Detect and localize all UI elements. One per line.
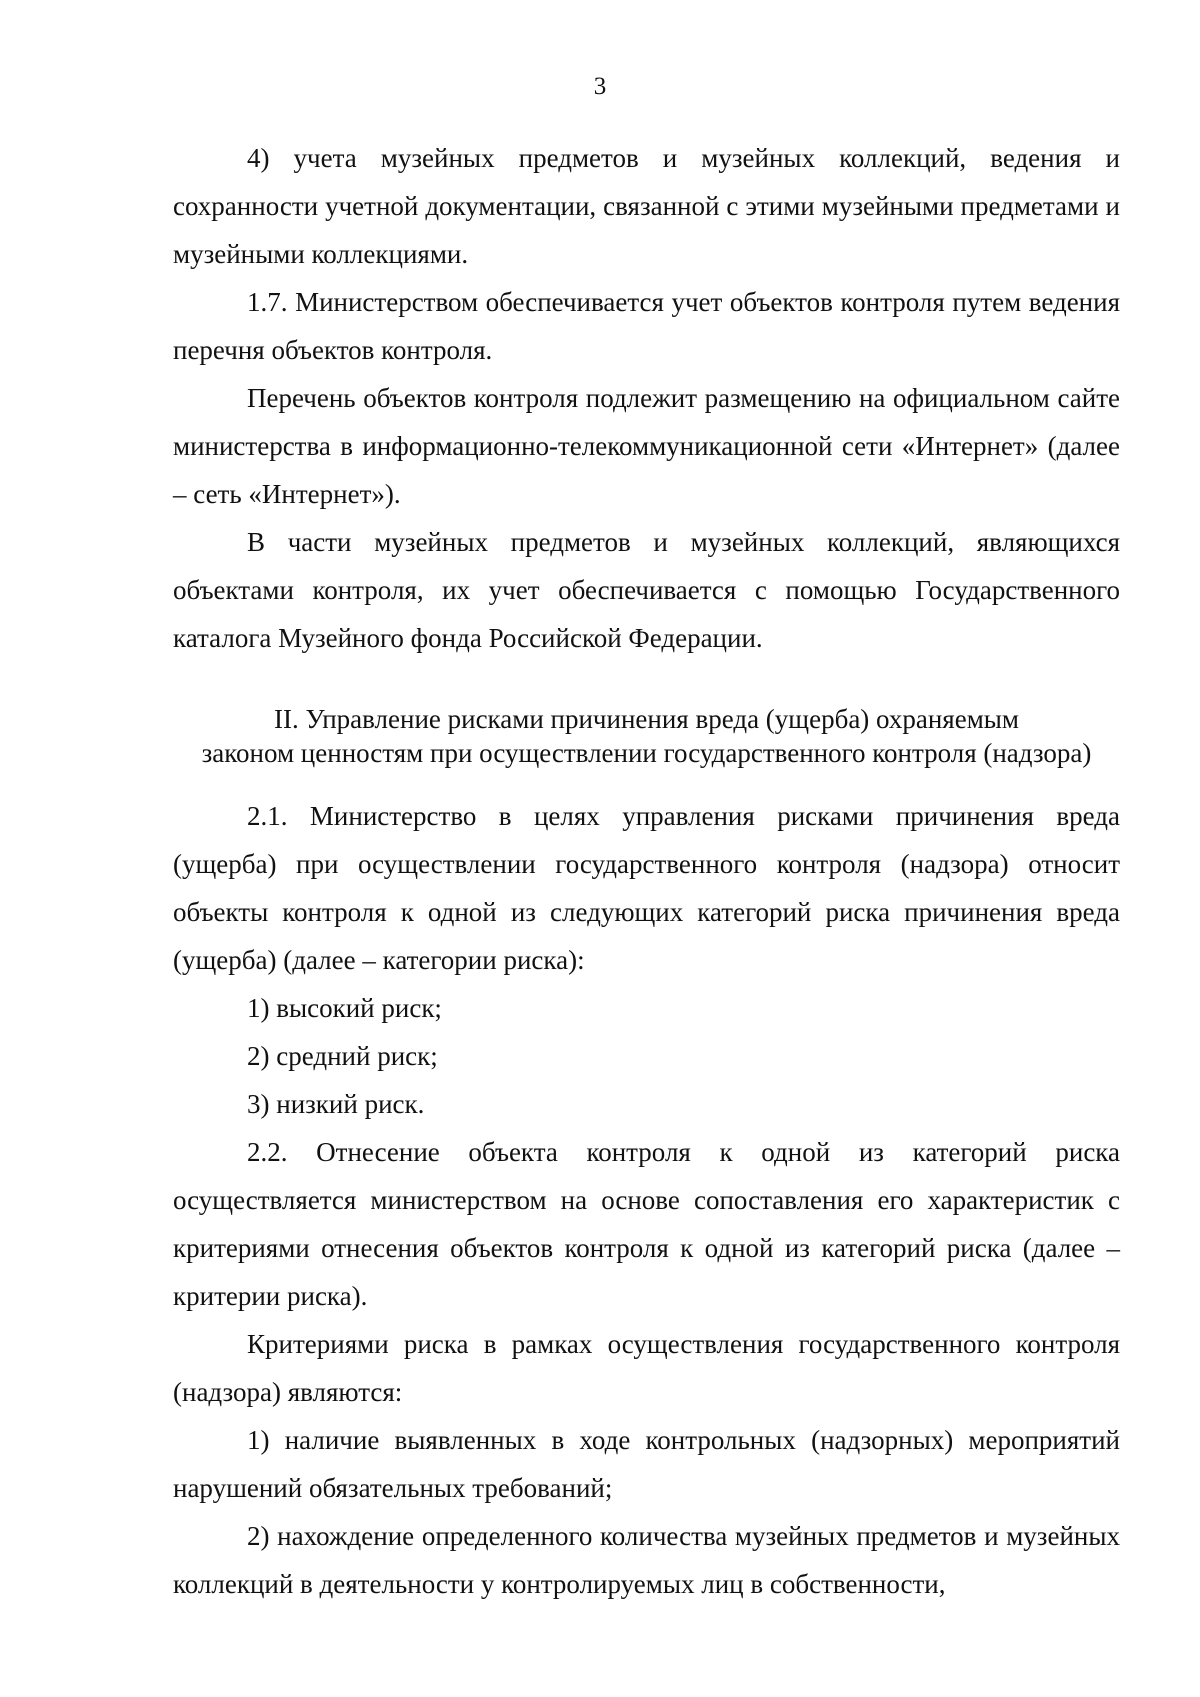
paragraph: В части музейных предметов и музейных коллекций, являющихся объектами контроля, их учет обеспечивается с помощью Государственного каталога Музейного фонда Российской Федерации. — [173, 527, 1120, 653]
list-item: 1) высокий риск; — [247, 993, 442, 1023]
list-item: 2) нахождение определенного количества музейных предметов и музейных коллекций в деятельности у контролируемых лиц в собственности, — [173, 1521, 1120, 1599]
document-body — [173, 134, 1120, 1608]
paragraph: Критериями риска в рамках осуществления государственного контроля (надзора) являются: — [173, 1329, 1120, 1407]
paragraph: 4) учета музейных предметов и музейных коллекций, ведения и сохранности учетной документации, связанной с этими музейными предметами и музейными коллекциями. — [173, 143, 1120, 269]
section-heading-line: законом ценностям при осуществлении государственного контроля (надзора) — [201, 738, 1092, 768]
section-heading-line: II. Управление рисками причинения вреда (ущерба) охраняемым — [273, 704, 1020, 734]
list-item: 3) низкий риск. — [247, 1089, 425, 1119]
paragraph: 2.2. Отнесение объекта контроля к одной из категорий риска осуществляется министерством на основе сопоставления его характеристик с критериями отнесения объектов контроля к одной из категорий риска (далее – критерии риска). — [173, 1137, 1120, 1311]
list-item: 1) наличие выявленных в ходе контрольных (надзорных) мероприятий нарушений обязательных требований; — [173, 1425, 1120, 1503]
paragraph: 2.1. Министерство в целях управления рисками причинения вреда (ущерба) при осуществлении государственного контроля (надзора) относит объекты контроля к одной из следующих категорий риска причинения вреда (ущерба) (далее – категории риска): — [173, 801, 1120, 975]
paragraph: Перечень объектов контроля подлежит размещению на официальном сайте министерства в информационно-телекоммуникационной сети «Интернет» (далее – сеть «Интернет»). — [173, 383, 1120, 509]
paragraph: 1.7. Министерством обеспечивается учет объектов контроля путем ведения перечня объектов контроля. — [173, 287, 1120, 365]
page-number: 3 — [593, 73, 607, 100]
list-item: 2) средний риск; — [247, 1041, 438, 1071]
section-heading — [173, 702, 1120, 770]
